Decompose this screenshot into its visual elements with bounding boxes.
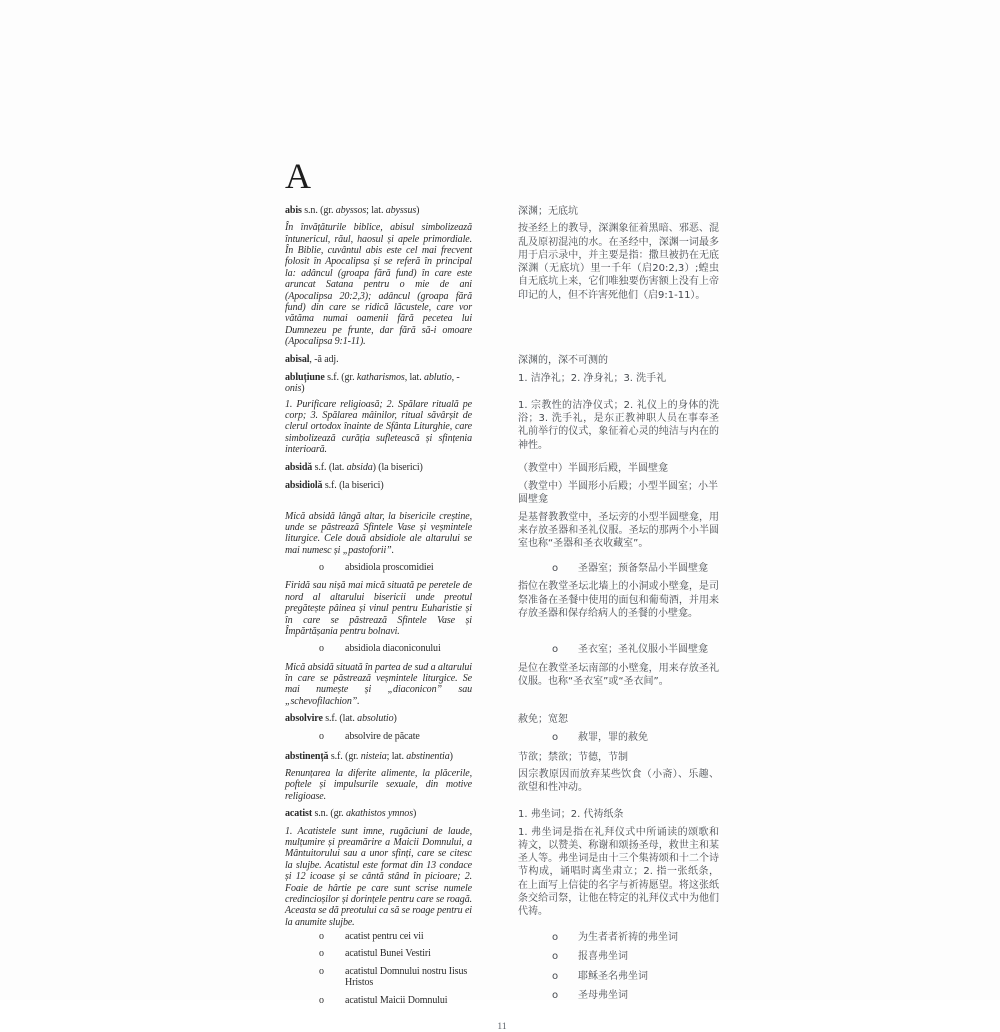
cn-bullet-label: 圣母弗坐词 <box>578 989 628 1001</box>
etymology-term: abstinentia <box>406 750 450 762</box>
cn-bullet-label: 圣器室；预备祭品小半圆壁龛 <box>578 563 708 575</box>
bullet-label: absidiola diaconiconului <box>345 643 441 655</box>
entry <box>285 354 472 365</box>
bullet-label: acatist pentru cei vii <box>345 931 424 943</box>
cn-para: 1. 宗教性的洁净仪式；2. 礼仪上的身体的洗浴；3. 洗手礼，是东正教神职人员在事奉圣礼前举行的仪式，象征着心灵的纯洁与内在的神性。 <box>518 399 719 451</box>
cn-bullet-label: 圣衣室；圣礼仪服小半圆壁龛 <box>578 644 708 656</box>
bullet-marker: o <box>552 951 559 963</box>
entry-text: , -ă adj. <box>309 353 339 365</box>
entry-text: s.f. (la biserici) <box>322 479 384 491</box>
def: Firidă sau nișă mai mică situată pe peretele de nord al altarului bisericii unde preotul pregătește pâinea și vinul pentru Euharistie și în care se păstrează Sfintele Vase și Împărtășania pentru bolnavi. <box>285 580 472 637</box>
list-item <box>518 562 719 575</box>
entry-text: s.f. (gr. <box>328 750 361 762</box>
entry-text: ) <box>301 383 305 395</box>
headword: absidă <box>285 461 313 473</box>
bullet-marker: o <box>552 563 559 575</box>
bullet-marker: o <box>319 562 324 574</box>
list-item <box>285 731 472 742</box>
list-item <box>285 948 472 959</box>
cn-bullet <box>518 559 719 578</box>
etymology-term: absida <box>346 461 373 473</box>
entry <box>285 713 472 724</box>
cn-head: 1. 弗坐词；2. 代祷纸条 <box>518 809 624 821</box>
bullet-marker: o <box>552 932 559 944</box>
bullet-label: acatistul Domnului nostru Iisus Hristos <box>345 965 468 989</box>
headword: absidiolă <box>285 479 323 491</box>
bullet-marker: o <box>319 965 324 977</box>
etymology-term: ablutio, -onis <box>285 371 460 395</box>
bullet-marker: o <box>552 644 559 656</box>
cn-para: 1. 弗坐词是指在礼拜仪式中所诵读的颂歌和祷文，以赞美、称谢和颂扬圣母，救世主和某圣人等。弗坐词是由十三个集祷颂和十二个诗节构成，诵唱时离坐肃立；2. 指一张纸条，在上面写上信徒的名字与祈祷愿望。将这张纸条交给司祭，让他在特定的礼拜仪式中为他们代祷。 <box>518 826 719 918</box>
etymology-term: abyssus <box>385 205 417 216</box>
headword: abstinență <box>285 750 329 762</box>
entry <box>285 205 472 216</box>
entry-text: ) <box>416 205 420 216</box>
entry <box>285 808 472 819</box>
headword: acatist <box>285 808 313 820</box>
entry-text: ) <box>449 750 453 762</box>
cn-bullet-label: 报喜弗坐词 <box>578 951 628 963</box>
entry <box>285 480 472 491</box>
cn-para: 是位在教堂圣坛南部的小壁龛，用来存放圣礼仪服。也称“圣衣室”或“圣衣间”。 <box>518 662 719 687</box>
headword: absolvire <box>285 713 323 725</box>
entry-text: s.f. (gr. <box>324 371 357 383</box>
entry-text: s.f. (lat. <box>312 461 347 473</box>
list-item <box>518 950 719 963</box>
bullet-marker: o <box>552 732 559 744</box>
cn-para: 是基督教教堂中，圣坛旁的小型半圆壁龛，用来存放圣器和圣礼仪服。圣坛的那两个小半圆室也称“圣器和圣衣收藏室”。 <box>518 511 719 550</box>
bullet-label: acatistul Maicii Domnului <box>345 994 448 1006</box>
list-item <box>285 966 472 989</box>
entry-text: ; lat. <box>366 205 386 216</box>
headword: abluțiune <box>285 371 325 383</box>
bullet-label: absolvire de păcate <box>345 731 420 743</box>
cn-bullet <box>518 728 719 747</box>
entry <box>285 372 472 395</box>
entry-text: ; lat. <box>386 750 407 762</box>
entry-text: ) (la biserici) <box>372 461 423 473</box>
bullet <box>285 728 472 745</box>
bullet-marker: o <box>552 989 559 1001</box>
cn-head: （教堂中）半圆形小后殿；小型半圆室；小半圆壁龛 <box>518 480 718 506</box>
list-item <box>285 562 472 573</box>
list-item <box>285 643 472 654</box>
entry-text: ) <box>393 713 397 725</box>
def: Mică absidă lângă altar, la bisericile creștine, unde se păstrează Sfintele Vase și veșmintele liturgice. Cele două absidiole ale altarului se mai numesc și „pastoforii”. <box>285 510 472 556</box>
entry-text: s.f. (lat. <box>322 713 358 725</box>
list-item <box>518 970 719 983</box>
headword: abisal <box>285 353 310 365</box>
entry-text: , lat. <box>404 371 424 383</box>
cn-head: 赦免；宽恕 <box>518 714 568 726</box>
cn-head: 1. 洁净礼；2. 净身礼；3. 洗手礼 <box>518 372 667 384</box>
bullet-marker: o <box>319 948 324 960</box>
etymology-term: absolutio <box>357 713 394 725</box>
cn-bullet <box>518 640 719 659</box>
cn-para: 指位在教堂圣坛北墙上的小洞或小壁龛，是司祭准备在圣餐中使用的面包和葡萄酒，并用来存放圣器和保存给病人的圣餐的小壁龛。 <box>518 581 719 619</box>
etymology-term: abyssos <box>335 205 367 216</box>
bullet <box>285 640 472 657</box>
etymology-term: nisteia <box>360 750 387 762</box>
bullet-marker: o <box>319 994 324 1006</box>
cn-head: （教堂中）半圆形后殿，半圆壁龛 <box>518 462 668 474</box>
bullet <box>285 559 472 576</box>
etymology-term: akathistos ymnos <box>345 808 413 820</box>
bullet-marker: o <box>319 731 324 743</box>
cn-head: 深渊；无底坑 <box>518 206 578 217</box>
dictionary-content <box>285 158 719 1012</box>
cn-para: 按圣经上的教导，深渊象征着黑暗、邪恶、混乱及原初混沌的水。在圣经中，深渊一词最多用于启示录中，并主要是指：撒旦被扔在无底深渊（无底坑）里一千年（启20:2,3）;蝗虫自无底坑上来，它们唯独要伤害额上没有上帝印记的人，但不许害死他们（启9:1-11）。 <box>518 223 719 301</box>
def: 1. Purificare religioasă; 2. Spălare rituală pe corp; 3. Spălarea mâinilor, ritual săvârșit de clerul ortodox înainte de Sfânta Liturghie, care simbolizează curăția sufletească și sfințenia interioară. <box>285 398 472 456</box>
bullet-marker: o <box>552 970 559 982</box>
cn-head: 节欲；禁欲；节德，节制 <box>518 751 628 763</box>
page-number: 11 <box>497 1022 507 1032</box>
bullet-label: acatistul Bunei Vestiri <box>345 948 431 960</box>
cn-bullet-label: 耶稣圣名弗坐词 <box>578 970 648 982</box>
etymology-term: katharismos <box>356 371 405 383</box>
cn-bullets <box>518 931 719 1008</box>
entry <box>285 751 472 762</box>
list-item <box>518 989 719 1002</box>
bullets <box>285 931 472 1012</box>
cn-para: 因宗教原因而放弃某些饮食（小斋）、乐趣、欲望和性冲动。 <box>518 769 719 794</box>
bullet-marker: o <box>319 931 324 943</box>
section-letter: A <box>285 156 311 196</box>
cn-bullet-label: 赦罪，罪的赦免 <box>578 732 648 744</box>
def: În învățăturile biblice, abisul simbolizează întunericul, răul, haosul și apele primordiale. În Biblie, cuvântul abis este cel mai frecvent folosit în Apocalipsa și se referă în principal la: adâncul (groapa fără fund) în care este aruncat Satana pentru o mie de ani (Apocalipsa 20:2,3); adâncul (groapa fără fund) din care se ridică lăcustele, care vor vătăma numai oamenii fără pecetea lui Dumnezeu pe frunte, dar fără să-i omoare (Apocalipsa 9:1-11). <box>285 222 472 348</box>
def: Mică absidă situată în partea de sud a altarului în care se păstrează veșmintele liturgice. Se mai numește și „diaconicon” sau „schevofilachion”. <box>285 661 472 707</box>
cn-head: 深渊的，深不可测的 <box>518 354 608 366</box>
entry <box>285 462 472 473</box>
headword: abis <box>285 205 302 216</box>
def: Renunțarea la diferite alimente, la plăcerile, poftele și impulsurile sexuale, din motive religioase. <box>285 768 472 802</box>
cn-bullet-label: 为生者者祈祷的弗坐词 <box>578 932 678 944</box>
list-item <box>518 931 719 944</box>
entry-text: ) <box>413 808 417 820</box>
entry-text: s.n. (gr. <box>301 205 336 216</box>
list-item <box>518 643 719 656</box>
def: 1. Acatistele sunt imne, rugăciuni de laude, mulțumire și preamărire a Maicii Domnului, a Mântuitorului sau a unor sfinți, care se citesc la slujbe. Acatistul este format din 13 condace și 12 icoase și se cântă stând în picioare; 2. Foaie de hârtie pe care sunt scrise numele credincioșilor și dorințele pentru care se roagă. Aceasta se dă preotului ca să se roage pentru ei la anumite slujbe. <box>285 825 472 928</box>
list-item <box>285 931 472 942</box>
bullet-label: absidiola proscomidiei <box>345 562 434 574</box>
list-item <box>518 731 719 744</box>
bullet-marker: o <box>319 643 324 655</box>
list-item <box>285 995 472 1006</box>
entry-text: s.n. (gr. <box>312 808 346 820</box>
